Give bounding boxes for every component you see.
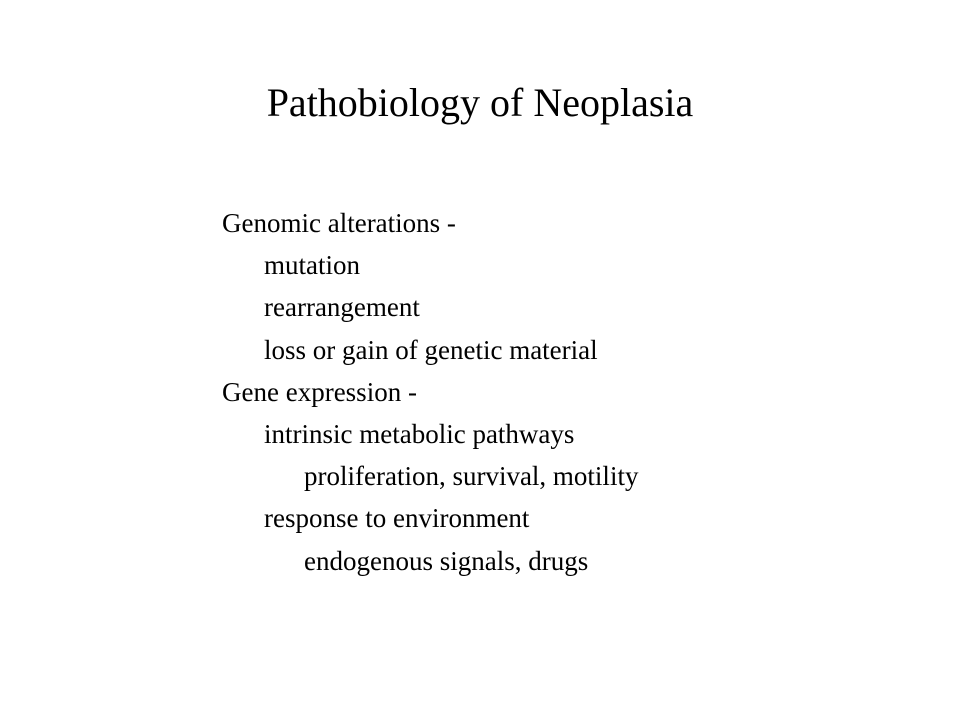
outline-item-response-to-environment: response to environment	[264, 503, 530, 534]
outline-item-proliferation: proliferation, survival, motility	[304, 461, 639, 492]
outline-item-gene-expression: Gene expression -	[222, 376, 417, 407]
outline-item-loss-or-gain: loss or gain of genetic material	[264, 334, 598, 365]
outline-item-intrinsic-pathways: intrinsic metabolic pathways	[264, 419, 575, 450]
outline-item-mutation: mutation	[264, 250, 360, 281]
outline-list	[222, 202, 638, 582]
outline-item-endogenous-signals: endogenous signals, drugs	[304, 545, 589, 576]
outline-item-rearrangement: rearrangement	[264, 292, 420, 323]
outline-item-genomic-alterations: Genomic alterations -	[222, 208, 456, 238]
slide-title: Pathobiology of Neoplasia	[266, 80, 694, 125]
